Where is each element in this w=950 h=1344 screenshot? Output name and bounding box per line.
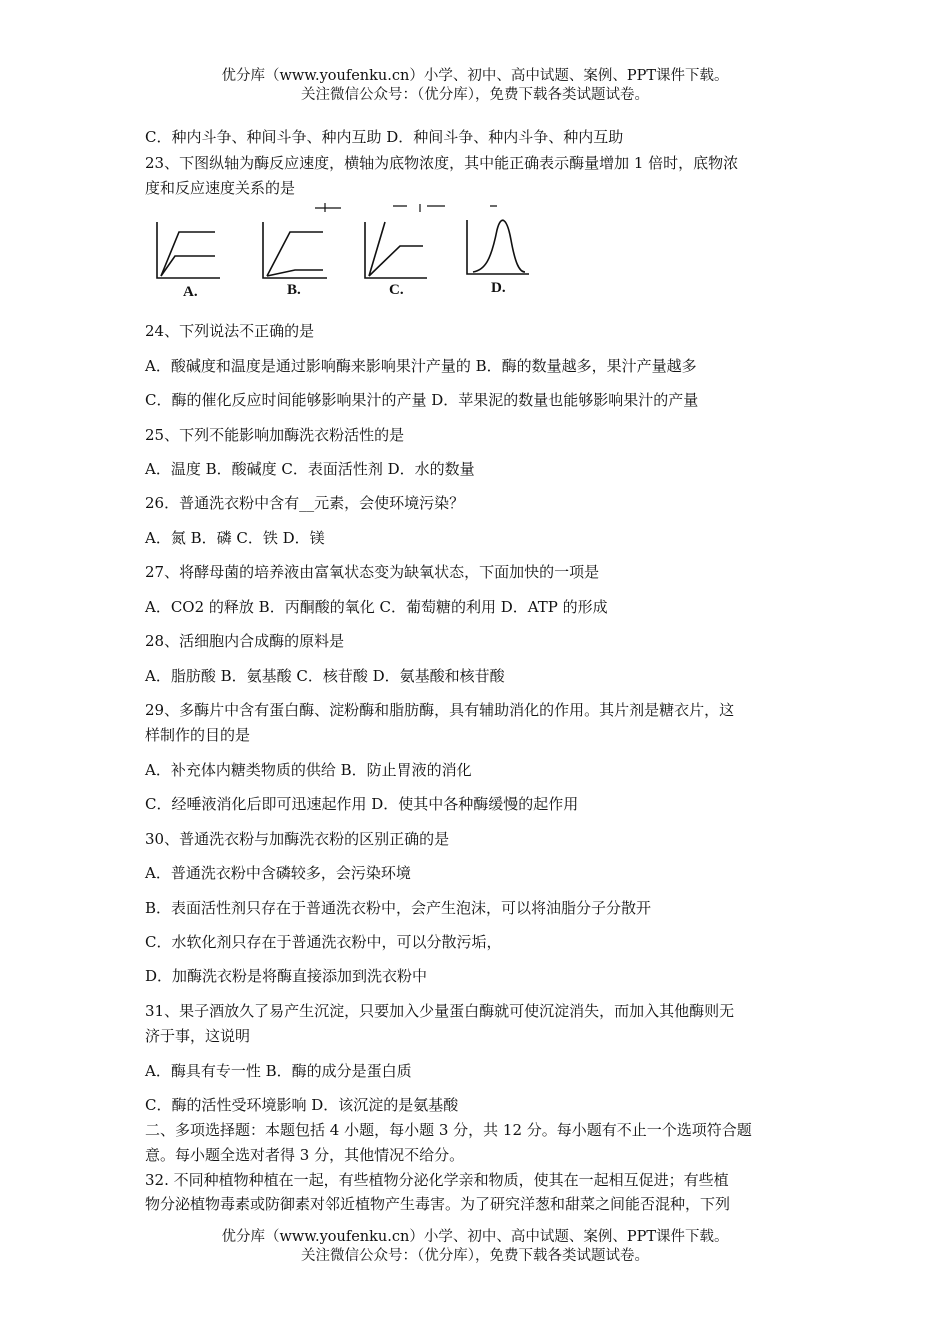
q27-stem: 27、将酵母菌的培养液由富氧状态变为缺氧状态，下面加快的一项是 xyxy=(145,563,600,581)
page-footer-line-1: 优分库（www.youfenku.cn）小学、初中、高中试题、案例、PPT课件下载。 xyxy=(221,1229,729,1245)
q26-stem: 26．普通洗衣粉中含有__元素，会使环境污染？ xyxy=(145,494,465,512)
q31-options-cd: C．酶的活性受环境影响 D．该沉淀的是氨基酸 xyxy=(145,1096,459,1114)
graph-b xyxy=(263,222,327,278)
q29-stem-line-2: 样制作的目的是 xyxy=(145,726,251,744)
q22-options-cd: C．种内斗争、种间斗争、种内互助 D．种间斗争、种内斗争、种内互助 xyxy=(145,128,624,146)
q30-option-d: D．加酶洗衣粉是将酶直接添加到洗衣粉中 xyxy=(145,967,428,985)
q31-stem-line-1: 31、果子酒放久了易产生沉淀，只要加入少量蛋白酶就可使沉淀消失，而加入其他酶则无 xyxy=(145,1002,735,1020)
page-footer-line-2: 关注微信公众号：（优分库），免费下载各类试题试卷。 xyxy=(301,1248,649,1264)
q24-stem: 24、下列说法不正确的是 xyxy=(145,322,315,340)
q24-options-ab: A．酸碱度和温度是通过影响酶来影响果汁产量的 B．酶的数量越多，果汁产量越多 xyxy=(145,357,697,375)
q29-options-cd: C．经唾液消化后即可迅速起作用 D．使其中各种酶缓慢的起作用 xyxy=(145,795,579,813)
q24-options-cd: C．酶的催化反应时间能够影响果汁的产量 D．苹果泥的数量也能够影响果汁的产量 xyxy=(145,391,699,409)
q30-option-c: C．水软化剂只存在于普通洗衣粉中，可以分散污垢， xyxy=(145,933,502,951)
q29-stem-line-1: 29、多酶片中含有蛋白酶、淀粉酶和脂肪酶，具有辅助消化的作用。其片剂是糖衣片，这 xyxy=(145,701,735,719)
q23-stem-line-2: 度和反应速度关系的是 xyxy=(145,179,296,197)
q25-stem: 25、下列不能影响加酶洗衣粉活性的是 xyxy=(145,426,405,444)
q28-stem: 28、活细胞内合成酶的原料是 xyxy=(145,632,345,650)
q28-options: A．脂肪酸 B．氨基酸 C．核苷酸 D．氨基酸和核苷酸 xyxy=(145,667,505,685)
q26-options: A．氮 B．磷 C．铁 D．镁 xyxy=(145,529,325,547)
q32-stem-line-1: 32. 不同种植物种植在一起，有些植物分泌化学亲和物质，使其在一起相互促进；有些植 xyxy=(145,1171,729,1189)
graph-c-label: C. xyxy=(389,282,404,298)
q31-options-ab: A．酶具有专一性 B．酶的成分是蛋白质 xyxy=(145,1062,412,1080)
graph-c xyxy=(365,222,427,278)
q30-stem: 30、普通洗衣粉与加酶洗衣粉的区别正确的是 xyxy=(145,830,450,848)
section-2-heading-line-2: 意。每小题全选对者得 3 分，其他情况不给分。 xyxy=(145,1146,465,1164)
graph-d xyxy=(467,220,529,274)
graph-a-label: A. xyxy=(183,284,198,300)
graph-a xyxy=(157,222,220,278)
q30-option-a: A．普通洗衣粉中含磷较多，会污染环境 xyxy=(145,864,411,882)
q30-option-b: B．表面活性剂只存在于普通洗衣粉中，会产生泡沫，可以将油脂分子分散开 xyxy=(145,899,652,917)
graph-d-label: D. xyxy=(491,280,506,296)
q25-options: A．温度 B．酸碱度 C．表面活性剂 D．水的数量 xyxy=(145,460,475,478)
q29-options-ab: A．补充体内糖类物质的供给 B．防止胃液的消化 xyxy=(145,761,472,779)
q23-stem-line-1: 23、下图纵轴为酶反应速度，横轴为底物浓度，其中能正确表示酶量增加 1 倍时，底物浓 xyxy=(145,154,739,172)
q32-stem-line-2: 物分泌植物毒素或防御素对邻近植物产生毒害。为了研究洋葱和甜菜之间能否混种，下列 xyxy=(145,1195,731,1213)
page-header-line-2: 关注微信公众号：（优分库），免费下载各类试题试卷。 xyxy=(301,87,649,103)
section-2-heading-line-1: 二、多项选择题：本题包括 4 小题，每小题 3 分，共 12 分。每小题有不止一个选项符合题 xyxy=(145,1121,752,1139)
q23-figure xyxy=(145,200,545,300)
page-header-line-1: 优分库（www.youfenku.cn）小学、初中、高中试题、案例、PPT课件下载。 xyxy=(221,68,729,84)
q27-options: A．CO2 的释放 B．丙酮酸的氧化 C．葡萄糖的利用 D．ATP 的形成 xyxy=(145,598,608,616)
q31-stem-line-2: 济于事，这说明 xyxy=(145,1027,251,1045)
graph-b-label: B. xyxy=(287,282,301,298)
